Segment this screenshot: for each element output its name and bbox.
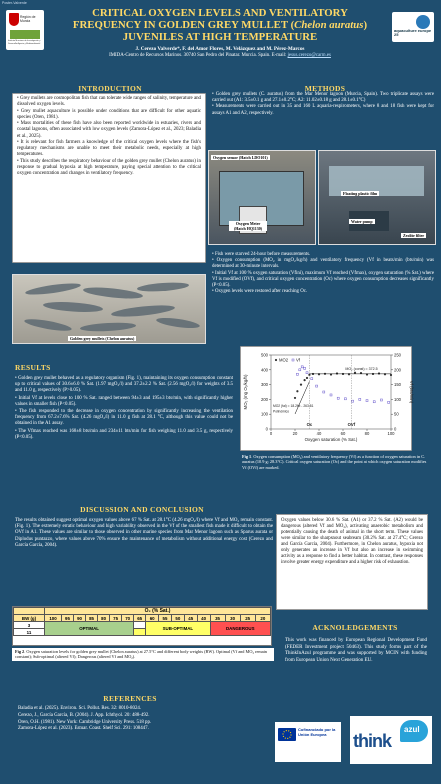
photo-label-oxygen-sensor: Oxygen sensor (Hatch LDO101) (213, 155, 268, 160)
y-right-tick-label: 200 (394, 367, 401, 373)
vf-point (352, 400, 354, 402)
methods-list-2 (212, 252, 434, 295)
zone-gap (134, 622, 146, 629)
mo2-point (384, 373, 386, 375)
result-item: • Initial Vf at levels close to 100 % Sat. ranged between 94±3 and 195±3 bts/min, with significantly higher values in smaller fish (P<0.05). (15, 395, 234, 407)
affiliation: IMIDA-Centro de Recursos Marinos. 30740 San Pedro del Pinatar. Murcia. Spain. E-mail: jesus.cerezo@carm.es (109, 53, 331, 58)
result-item: • The Vfmax reached was 168±8 bts/min and 234±11 bts/min for fish weighing 11.0 and 3.5 g, respectively (P<0.05). (15, 428, 233, 440)
intro-item: • Grey mullets are cosmopolitan fish that can tolerate wide ranges of salinity, temperature and dissolved oxygen levels. (17, 96, 202, 108)
bw-value-3: 3 (14, 622, 45, 629)
column-header: 90 (74, 615, 86, 622)
zone-optimal: OPTIMAL (44, 622, 133, 636)
y-right-axis-label: Vf (bts/min) (409, 380, 414, 404)
vf-point (311, 378, 313, 380)
y-left-tick-label: 0 (265, 426, 268, 432)
column-header: 30 (225, 615, 240, 622)
column-header: 50 (171, 615, 184, 622)
aquaculture-europe-logo (392, 12, 434, 42)
eu-flag-icon (278, 728, 296, 741)
results-title: RESULTS (15, 363, 51, 372)
column-header: 80 (98, 615, 110, 622)
vf-point (316, 385, 318, 387)
mo2-vf-chart (241, 347, 413, 452)
intro-item: • It is relevant for fish farmers a knowledge of the critical oxygen levels where the fish's regulatory mechanisms are unable to meet their metabolic needs, especially at high temperatures. (17, 140, 201, 158)
thinkinazul-logo (350, 716, 432, 764)
references-list (18, 706, 268, 733)
x-tick-label: 100 (387, 431, 395, 436)
mo2-point (294, 397, 296, 399)
annotation-mo2-fall: MO2 (fal) = 18.26x - 263.81 (273, 403, 314, 408)
methods-list-1 (212, 92, 434, 117)
logo-left-bottom-text: Instituto Murciano de Investigación y Desarrollo Agrario y Medioambiental (8, 40, 41, 45)
mo2-point (336, 372, 338, 374)
method-item: • Fish were starved 24-hour before measurements. (212, 252, 311, 257)
mullet-photo (12, 274, 206, 344)
discussion-right: Oxygen values below 30.6 % Sat. (A1) or 37.2 % Sat. (A2) would be dangerous (altered Vf and MO₂), activating anaerobic metabolism and potentially causing the death of animal in the short term. These values were similar to the sharpsnout seabream (30.2% Sat. at 27.4°C; Cerezo and García García, 2004). Furthermore, in Chelon auratus, hypoxia not only generates an increase in Vf but also an increase in swimming activity as a response to find a better habitat. In contrast, these responses involve greater energy expenditure and a higher risk of exhaustion. (281, 518, 423, 565)
eu-logo-text: Cofinanciado por la Unión Europea (298, 727, 336, 737)
y-left-tick-label: 400 (261, 367, 268, 373)
method-item: • Oxygen consumption (MO₂ in mgO₂/kg/h) and ventilatory frequency (Vf in beats/min (bts/min) was determined at 30-minute intervals. (212, 258, 434, 270)
aquaculture-wave-icon (416, 15, 430, 29)
legend-vf-marker (292, 359, 294, 361)
y-left-axis-label: MO₂ (mg O₂/kg/h) (243, 374, 248, 410)
results-list (15, 376, 233, 441)
x-tick-label: 40 (316, 431, 322, 436)
discussion-title: DISCUSSION AND CONCLUSION (80, 505, 204, 514)
vf-point (296, 373, 298, 375)
respirometer-photo-2 (318, 150, 436, 245)
column-header: 60 (146, 615, 159, 622)
vf-point (344, 398, 346, 400)
legend-mo2-marker (275, 359, 277, 361)
y-right-tick-label: 50 (394, 411, 399, 417)
eu-cofinanced-logo (275, 722, 341, 762)
bw-value-11: 11 (14, 629, 45, 636)
title-line-2: FREQUENCY IN GOLDEN GREY MULLET (Chelon auratus) (72, 19, 368, 32)
bw-label: BW (g) (14, 615, 45, 622)
photo-label-zeolite-filter: Zeolite filter (403, 233, 425, 238)
column-header: 20 (255, 615, 270, 622)
legend-mo2-label: MO2 (279, 357, 289, 363)
logo-right-text: aquaculture europe 25 (394, 28, 432, 38)
vf-point (304, 367, 306, 369)
vf-point (380, 399, 382, 401)
x-tick-label: 60 (340, 431, 346, 436)
reference-item: Cerezo, J., García García, B. (2004). J. App. Ichthyol. 20: 488-492. (18, 712, 150, 718)
zone-suboptimal: SUB-OPTIMAL (146, 622, 210, 636)
imida-logo-icon (10, 30, 40, 39)
mo2-point (300, 384, 302, 386)
mo2-point (318, 373, 320, 375)
method-item: • Oxygen levels were restored after reaching Oc. (212, 289, 308, 295)
photo-label-water-pump: Water pump (351, 219, 373, 224)
vf-point (359, 398, 361, 400)
y-left-tick-label: 500 (261, 352, 268, 358)
mo2-point (306, 377, 308, 379)
title-line-3: JUVENILES AT HIGH TEMPERATURE (122, 31, 318, 44)
y-left-tick-label: 100 (261, 411, 268, 417)
region-murcia-logo (6, 10, 44, 50)
photo-fish-label: Golden grey mullets (Chelon auratus) (70, 336, 135, 341)
azul-logo-text: azul (404, 725, 420, 734)
column-header: 35 (210, 615, 225, 622)
column-header: 65 (134, 615, 146, 622)
annotation-oc: Oc (306, 422, 313, 427)
x-tick-label: 0 (269, 431, 273, 436)
column-header: 45 (184, 615, 197, 622)
vf-point (330, 394, 332, 396)
intro-item: • This study describes the respiratory behaviour of the golden grey mullet (Chelon auratus) in response to gradual hypoxia at high temperature, paying special attention to the critical oxygen concentration and changes in ventilatory frequency. (17, 158, 201, 177)
photo-label-floating-film: Floating plastic film (343, 191, 378, 196)
column-header: 85 (86, 615, 98, 622)
table-corner (14, 608, 45, 615)
intro-item: • Mass mortalities of these fish have also been reported worldwide in estuaries, rivers and coastal lagoons, often associated with low oxygen levels (Zamora-López et al., 2023; Baladia et al., 2025). (17, 121, 202, 139)
vf-point (388, 401, 390, 403)
figure-1-caption: Fig 1. Oxygen consumption (MO₂) and ventilatory frequency (Vf) as a function of oxygen saturation in C. auratus (10.9 g; 28.3°C). Critical oxygen saturation (Oc) and the point at which oxygen saturation modifies Vf (OVf) are marked. (242, 454, 427, 470)
mo2-point (378, 372, 380, 374)
authors: J. Cerezo Valverde*, F. del Amor Flores, M. Velázquez and M. Pérez-Marcos (135, 46, 305, 52)
acknowledgements-title: ACKNOLEDGEMENTS (312, 623, 398, 632)
introduction-box (12, 93, 206, 263)
references-title: REFERENCES (103, 694, 157, 703)
oxygen-zones-table (12, 606, 272, 646)
mo2-point (304, 379, 306, 381)
x-tick-label: 20 (292, 431, 298, 436)
annotation-ovf: OVf (347, 422, 356, 427)
method-item: • Measurements were carried out in 35 and 160 L aquaria-respirometers, where 8 and 18 fish were kept for assays A1 and A2, respectively. (212, 104, 434, 116)
mo2-point (348, 373, 350, 375)
mullets-icon (13, 275, 207, 345)
figure-1-chart (240, 346, 412, 451)
result-item: • Golden grey mullet behaved as a regulatory organism (Fig. 1), maintaining its oxygen consumption constant up to critical values of 30.6±6.0 % Sat. (1.97 mgO₂/l) and 37.2±2.2 % Sat. (2.56 mgO₂/l) for weights of 3.5 and 11.0 g, respectively (P>0.05). (15, 376, 233, 394)
figure-2-caption: Fig 2. Oxygen saturation levels for golden grey mullet (Chelon auratus) at 27.5°C and different body weights (BW). Optimal (Vf and MO₂ remain constant); Sub-optimal (altered Vf); Dangerous (altered Vf and MO₂). (12, 648, 274, 661)
y-right-tick-label: 0 (394, 426, 397, 432)
vf-point (306, 372, 308, 374)
intro-item: • Grey mullet aquaculture is possible under conditions that are difficult for other aquatic species (Oren, 1981). (17, 108, 202, 120)
reference-item: Baladia et al. (2025). Environ. Sci. Pollut. Res. 32: 8010-8024. (18, 706, 142, 711)
mo2-point (296, 390, 298, 392)
x-tick-label: 80 (364, 431, 370, 436)
vf-point (323, 391, 325, 393)
method-item: • Golden grey mullets (C. auratus) from the Mar Menor lagoon (Murcia, Spain). Two triplicate assays were carried out (A1: 3.5±0.1 g and 27.1±0.2°C; A2: 11.02±0.18 g and 28.1±0.1°C) (212, 92, 434, 104)
mo2-fall-line (295, 382, 309, 414)
murcia-crest-icon (9, 13, 19, 26)
column-header: 75 (110, 615, 122, 622)
x-axis-label: Oxygen saturation (% Sat.) (304, 437, 358, 442)
mo2-point (390, 374, 392, 376)
column-header: 40 (197, 615, 210, 622)
zone-sub-edge (134, 629, 146, 636)
column-header: 95 (61, 615, 73, 622)
y-right-tick-label: 150 (394, 382, 401, 388)
vf-point (337, 397, 339, 399)
methods-title: METHODS (304, 84, 346, 93)
email-link[interactable]: jesus.cerezo@carm.es (287, 53, 331, 58)
acknowledgements-text: This work was financed by European Regional Development Fund (FEDER Investment project 50463). This study forms part of the ThinkInAzul programme and was supported by MCIN with funding from European Union Next Generation EU. (285, 638, 427, 663)
column-header: 25 (240, 615, 255, 622)
photo-label-oxygen-meter: Oxygen Meter (Hatch HQ1130) (229, 221, 267, 231)
method-item: • Initial Vf at 100 % oxygen saturation (Vfini), maximum Vf reached (Vfmax), oxygen saturation (% Sat.) where Vf is modified (OVf), and critical oxygen concentration (Oc) where oxygen consumption decreases significantly (P<0.05). (212, 270, 435, 289)
vf-point (301, 366, 303, 368)
discussion-right-box (276, 514, 428, 610)
y-left-tick-label: 300 (261, 382, 268, 388)
y-left-tick-label: 200 (261, 396, 268, 402)
zone-dangerous: DANGEROUS (210, 622, 270, 636)
logo-left-top-text: Región de Murcia (20, 15, 36, 23)
discussion-left: The results obtained suggest optimal oxygen values above 67 % Sat. at 28.1°C (4.26 mgO₂/l) where Vf and MO₂ remain constant. (Fig. 1). The extremely erratic behaviour and high variability observed in the Vf of the smallest fish made it difficult to obtain the OVf in A1. These values are similar to those observed in other marine species from Mar Menor lagoon such as Sparus aurata or Diplodus puntazzo, where values above 70% ensure the maintenance of metabolism without additional energy cost (Cerezo and García García, 2004). (15, 518, 273, 548)
mo2-point (354, 372, 356, 374)
table-header: O₂ (% Sat.) (44, 608, 270, 615)
reference-item: Zamora-López et al. (2023). Estuar. Coast. Shelf Sci. 291: 108447. (18, 726, 149, 732)
column-header: 70 (122, 615, 134, 622)
column-header: 100 (44, 615, 61, 622)
poster-file-note: Poster-Valverde (2, 1, 27, 5)
reference-item: Oren, O.H. (1981). New York: Cambridge University Press. 518 pp. (18, 719, 152, 725)
introduction-title: INTRODUCTION (78, 84, 142, 93)
annotation-mo2-const: MO₂ (const) = 372.5 (345, 366, 378, 371)
vf-point (299, 369, 301, 371)
vf-point (373, 401, 375, 403)
result-item: • The fish responded to the decrease in oxygen concentration by significantly increasing the ventilation frequency from 67.2±7.6% Sat. (4.26 mgO₂/l) in 11.0 g fish at 28.1 °C, although this value could not be obtained in the A1 assay. (15, 409, 233, 427)
column-header: 55 (159, 615, 172, 622)
poster-title (45, 7, 395, 44)
respirometer-photo-1 (208, 150, 316, 245)
y-right-tick-label: 250 (394, 352, 401, 358)
vf-point (366, 400, 368, 402)
annotation-polynomial: Polinómico (273, 409, 290, 414)
legend-vf-label: Vf (296, 357, 300, 363)
title-line-1: CRITICAL OXYGEN LEVELS AND VENTILATORY (92, 7, 348, 19)
y-right-tick-label: 100 (394, 396, 401, 402)
think-logo-text: think (353, 731, 391, 751)
